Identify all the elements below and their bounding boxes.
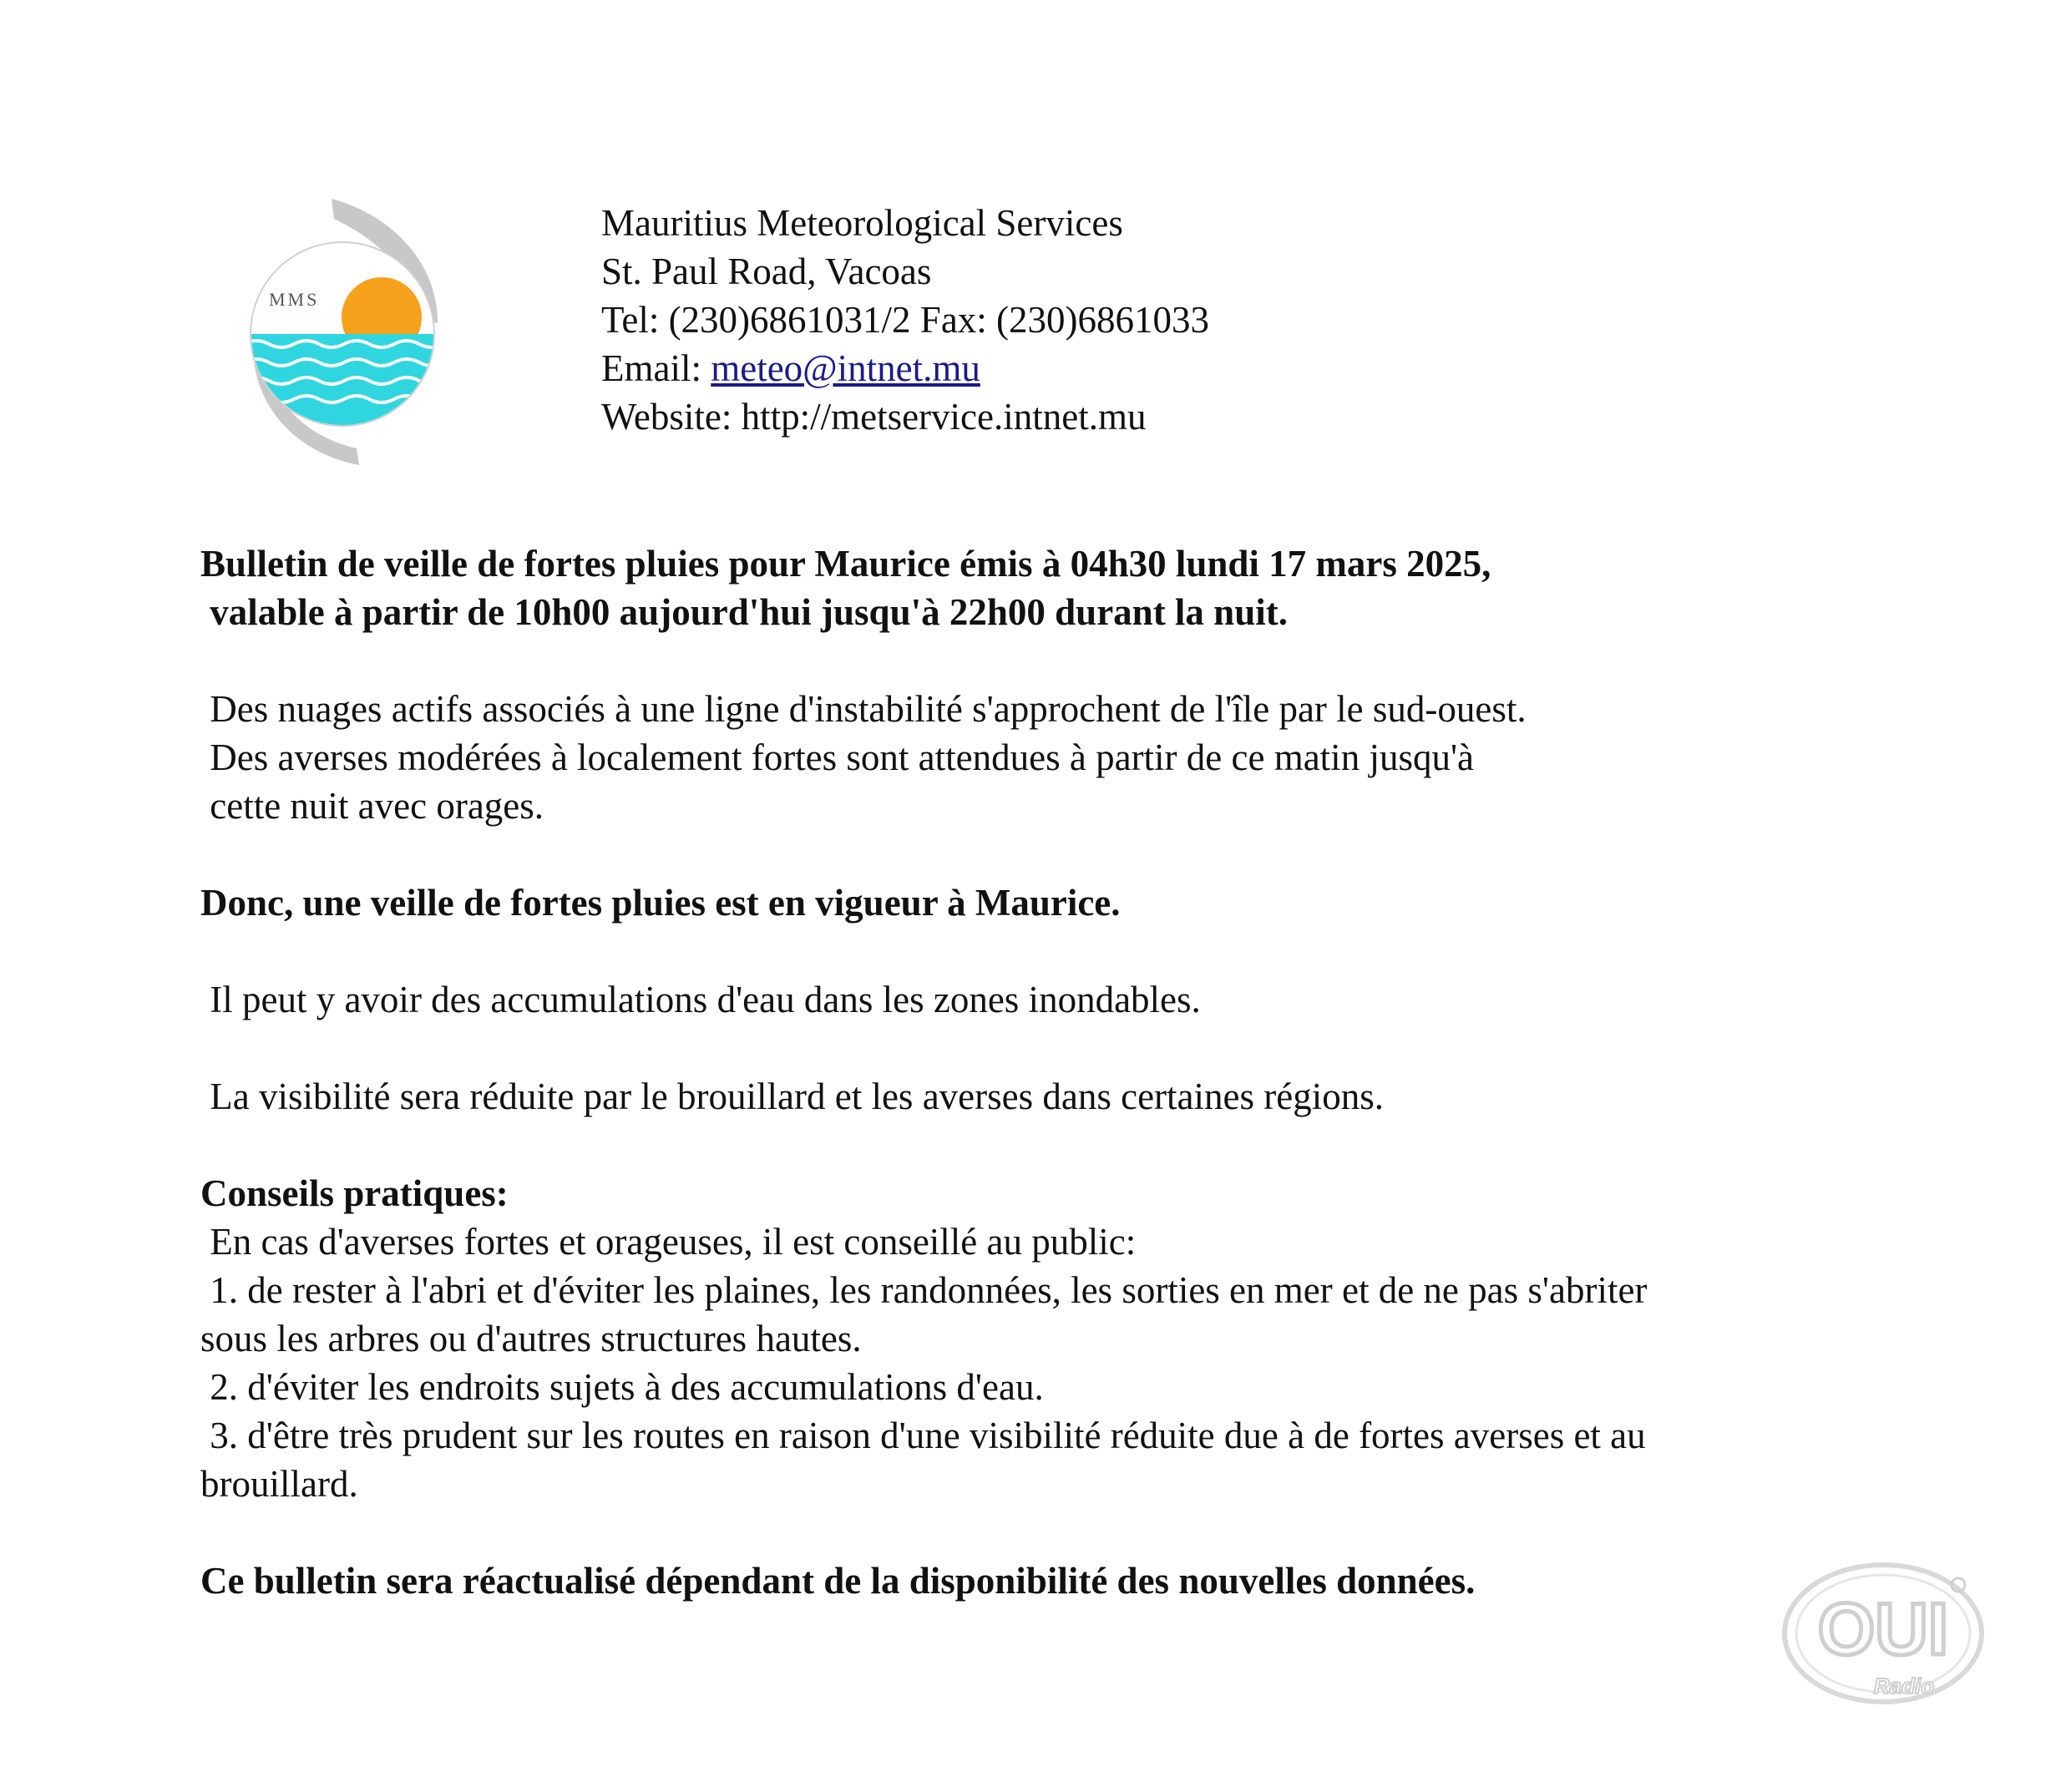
advice-item-1-line-1: 1. de rester à l'abri et d'éviter les plaines, les randonnées, les sorties en mer et de ne pas s'abriter: [200, 1269, 1648, 1311]
watermark-brand: OUI: [1817, 1587, 1949, 1670]
description-line-3: cette nuit avec orages.: [200, 785, 544, 827]
email-label: Email:: [601, 347, 711, 389]
advice-intro: En cas d'averses fortes et orageuses, il est conseillé au public:: [200, 1221, 1137, 1263]
advice-heading: Conseils pratiques:: [200, 1172, 509, 1214]
update-notice: Ce bulletin sera réactualisé dépendant de la disponibilité des nouvelles données.: [200, 1560, 1476, 1602]
visibility-note: La visibilité sera réduite par le brouillard et les averses dans certaines régions.: [200, 1076, 1384, 1117]
advice-item-3-line-2: brouillard.: [200, 1463, 358, 1505]
org-phone-fax: Tel: (230)6861031/2 Fax: (230)6861033: [601, 299, 1210, 341]
advice-item-1-line-2: sous les arbres ou d'autres structures hautes.: [200, 1318, 862, 1359]
flooding-note: Il peut y avoir des accumulations d'eau dans les zones inondables.: [200, 979, 1201, 1020]
org-name: Mauritius Meteorological Services: [601, 202, 1123, 244]
org-email-line: [601, 344, 1209, 392]
description-line-1: Des nuages actifs associés à une ligne d'instabilité s'approchent de l'île par le sud-ouest.: [200, 688, 1527, 730]
bulletin-body: [200, 539, 1887, 1605]
oui-radio-watermark: [1779, 1550, 1987, 1717]
advice-item-2: 2. d'éviter les endroits sujets à des accumulations d'eau.: [200, 1366, 1044, 1408]
advice-item-3-line-1: 3. d'être très prudent sur les routes en raison d'une visibilité réduite due à de fortes averses et au: [200, 1415, 1646, 1456]
logo-text: MMS: [269, 289, 320, 310]
bulletin-title-line-1: Bulletin de veille de fortes pluies pour Maurice émis à 04h30 lundi 17 mars 2025,: [200, 543, 1491, 585]
watermark-sub: Radio: [1873, 1673, 1935, 1698]
mms-logo: [244, 194, 453, 469]
warning-statement: Donc, une veille de fortes pluies est en vigueur à Maurice.: [200, 882, 1121, 924]
contact-header: [601, 199, 1209, 441]
org-address: St. Paul Road, Vacoas: [601, 251, 932, 292]
description-line-2: Des averses modérées à localement fortes sont attendues à partir de ce matin jusqu'à: [200, 737, 1475, 778]
bulletin-title-line-2: valable à partir de 10h00 aujourd'hui jusqu'à 22h00 durant la nuit.: [200, 591, 1288, 633]
org-website: Website: http://metservice.intnet.mu: [601, 396, 1147, 438]
email-link[interactable]: meteo@intnet.mu: [711, 347, 980, 389]
